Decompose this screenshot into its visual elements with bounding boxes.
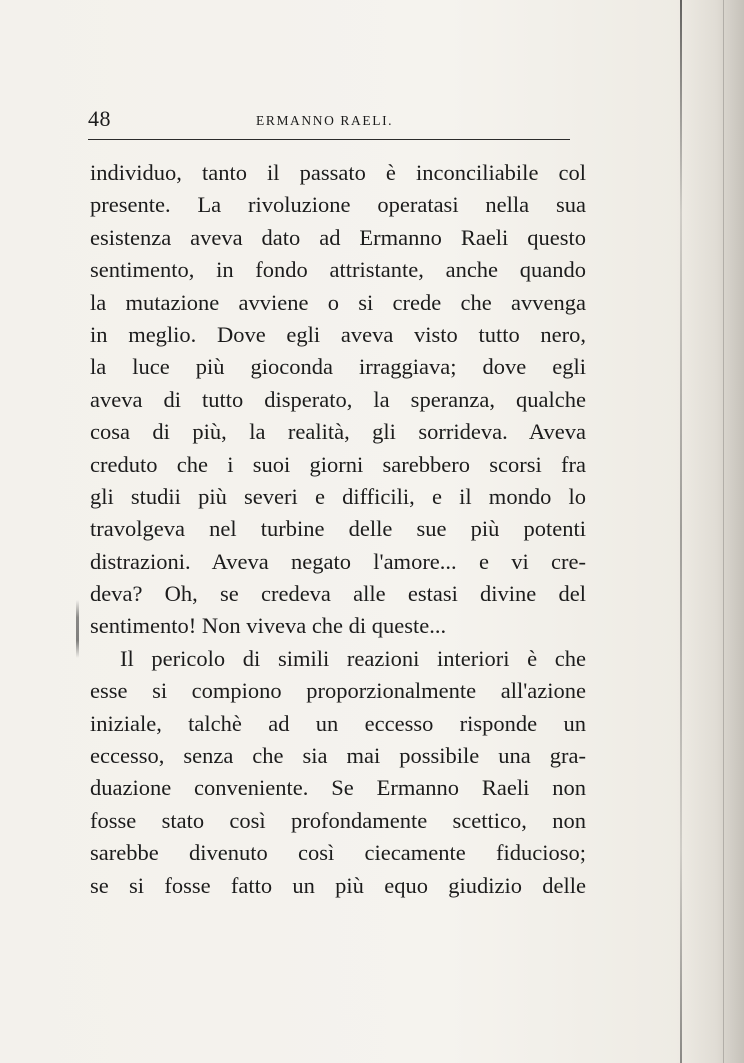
text-line: eccesso, senza che sia mai possibile una gra- <box>90 743 586 769</box>
text-line: duazione conveniente. Se Ermanno Raeli non <box>90 775 586 801</box>
text-line: se si fosse fatto un più equo giudizio delle <box>90 872 586 898</box>
text-line: distrazioni. Aveva negato l'amore... e vi cre- <box>90 548 586 574</box>
text-line: cosa di più, la realità, gli sorrideva. Aveva <box>90 419 586 445</box>
running-head <box>88 104 570 138</box>
text-line: iniziale, talchè ad un eccesso risponde un <box>90 710 586 736</box>
header-rule <box>88 139 570 140</box>
body-text <box>90 157 586 902</box>
text-line: travolgeva nel turbine delle sue più potenti <box>90 516 586 542</box>
outer-edge-line <box>723 0 724 1063</box>
text-line: Il pericolo di simili reazioni interiori è che <box>120 645 586 671</box>
text-line: gli studii più severi e difficili, e il mondo lo <box>90 483 586 509</box>
text-line: aveva di tutto disperato, la speranza, qualche <box>90 386 586 412</box>
text-line: presente. La rivoluzione operatasi nella sua <box>90 192 586 218</box>
text-line: sentimento! Non viveva che di queste... <box>90 613 447 639</box>
text-line: sentimento, in fondo attristante, anche quando <box>90 257 586 283</box>
text-line: in meglio. Dove egli aveva visto tutto nero, <box>90 321 586 347</box>
text-line: fosse stato così profondamente scettico, non <box>90 807 586 833</box>
text-line: la luce più gioconda irraggiava; dove egli <box>90 354 586 380</box>
running-title: ERMANNO RAELI. <box>256 113 394 128</box>
binding-edge-line <box>680 0 682 1063</box>
text-line: individuo, tanto il passato è inconciliabile col <box>90 160 586 185</box>
text-line: sarebbe divenuto così ciecamente fiducioso; <box>90 840 586 866</box>
page-edge-shadow <box>674 0 744 1063</box>
text-line: esistenza aveva dato ad Ermanno Raeli questo <box>90 224 586 250</box>
margin-pencil-mark <box>76 600 79 658</box>
text-line: deva? Oh, se credeva alle estasi divine del <box>90 581 586 607</box>
text-line: creduto che i suoi giorni sarebbero scorsi fra <box>90 451 586 477</box>
text-line: esse si compiono proporzionalmente all'azione <box>90 678 586 704</box>
page-number: 48 <box>88 106 111 131</box>
text-line: la mutazione avviene o si crede che avvenga <box>90 289 586 315</box>
